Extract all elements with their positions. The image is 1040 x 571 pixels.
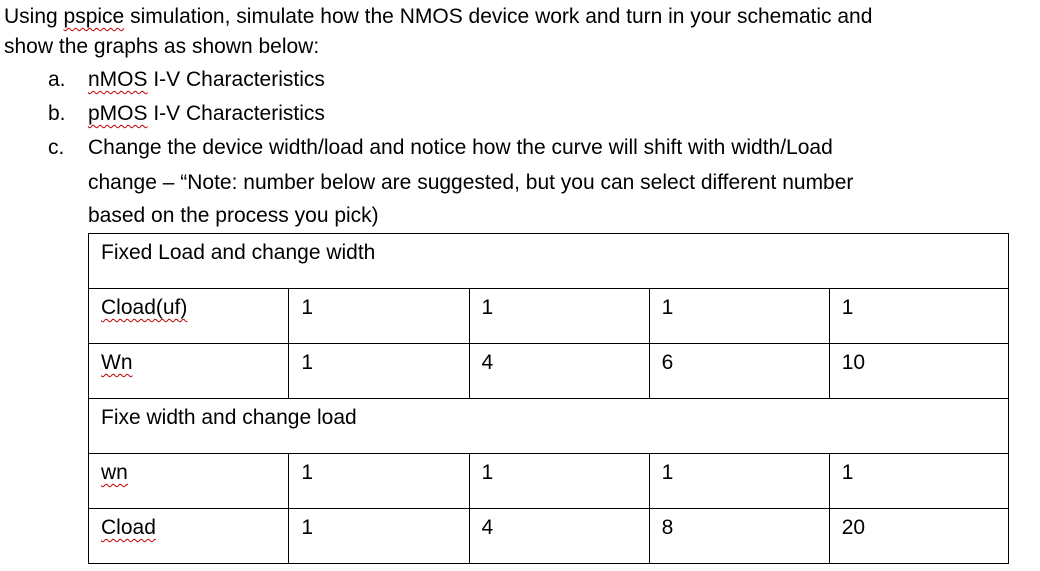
table-cell: 1 xyxy=(469,454,649,509)
table-row xyxy=(89,509,1009,564)
table-row xyxy=(89,289,1009,344)
intro-line-1-start: Using xyxy=(4,5,64,28)
table-cell: 1 xyxy=(289,509,469,564)
list-item-text xyxy=(88,63,325,97)
table-cell: 1 xyxy=(289,454,469,509)
table-cell: 1 xyxy=(649,454,829,509)
list-item-rest: I-V Characteristics xyxy=(147,102,325,125)
table-cell: 1 xyxy=(469,289,649,344)
row-label xyxy=(89,454,289,509)
table-cell: 6 xyxy=(649,344,829,399)
table-cell: 20 xyxy=(829,509,1008,564)
table-section-row xyxy=(89,234,1009,289)
pmos-word: pMOS xyxy=(88,102,148,125)
row-label xyxy=(89,509,289,564)
nmos-word: nMOS xyxy=(88,68,148,91)
list-item-text xyxy=(88,97,325,131)
row-label xyxy=(89,344,289,399)
list-marker: a. xyxy=(48,68,66,91)
table-cell: 1 xyxy=(829,454,1008,509)
table-cell: 4 xyxy=(469,509,649,564)
section-title-fixed-width: Fixe width and change load xyxy=(89,399,1009,454)
table-cell: 4 xyxy=(469,344,649,399)
table-cell: 1 xyxy=(289,344,469,399)
list-marker: b. xyxy=(48,102,66,125)
table-cell: 10 xyxy=(829,344,1008,399)
table-cell: 1 xyxy=(829,289,1008,344)
list-item-text-line-1: Change the device width/load and notice how the curve will shift with width/Load xyxy=(88,136,833,159)
cload-uf-label: Cload(uf) xyxy=(101,296,188,319)
table-section-row xyxy=(89,399,1009,454)
intro-line-1 xyxy=(4,0,872,34)
table-cell: 1 xyxy=(649,289,829,344)
list-item-text-line-2: change – “Note: number below are suggested, but you can select different number xyxy=(88,171,854,194)
wn-label: Wn xyxy=(101,351,133,374)
cload-label: Cload xyxy=(101,516,156,539)
section-title-fixed-load: Fixed Load and change width xyxy=(89,234,1009,289)
table-cell: 8 xyxy=(649,509,829,564)
row-label xyxy=(89,289,289,344)
list-item-rest: I-V Characteristics xyxy=(147,68,325,91)
list-marker: c. xyxy=(48,136,65,159)
parameter-table xyxy=(88,233,1009,564)
wn-lower-label: wn xyxy=(101,461,128,484)
pspice-word: pspice xyxy=(63,5,125,28)
intro-line-1-end: simulation, simulate how the NMOS device work and turn in your schematic and xyxy=(124,5,873,28)
intro-line-2: show the graphs as shown below: xyxy=(4,35,320,58)
list-item-text-line-3: based on the process you pick) xyxy=(88,204,379,227)
table-row xyxy=(89,344,1009,399)
table-row xyxy=(89,454,1009,509)
table-cell: 1 xyxy=(289,289,469,344)
